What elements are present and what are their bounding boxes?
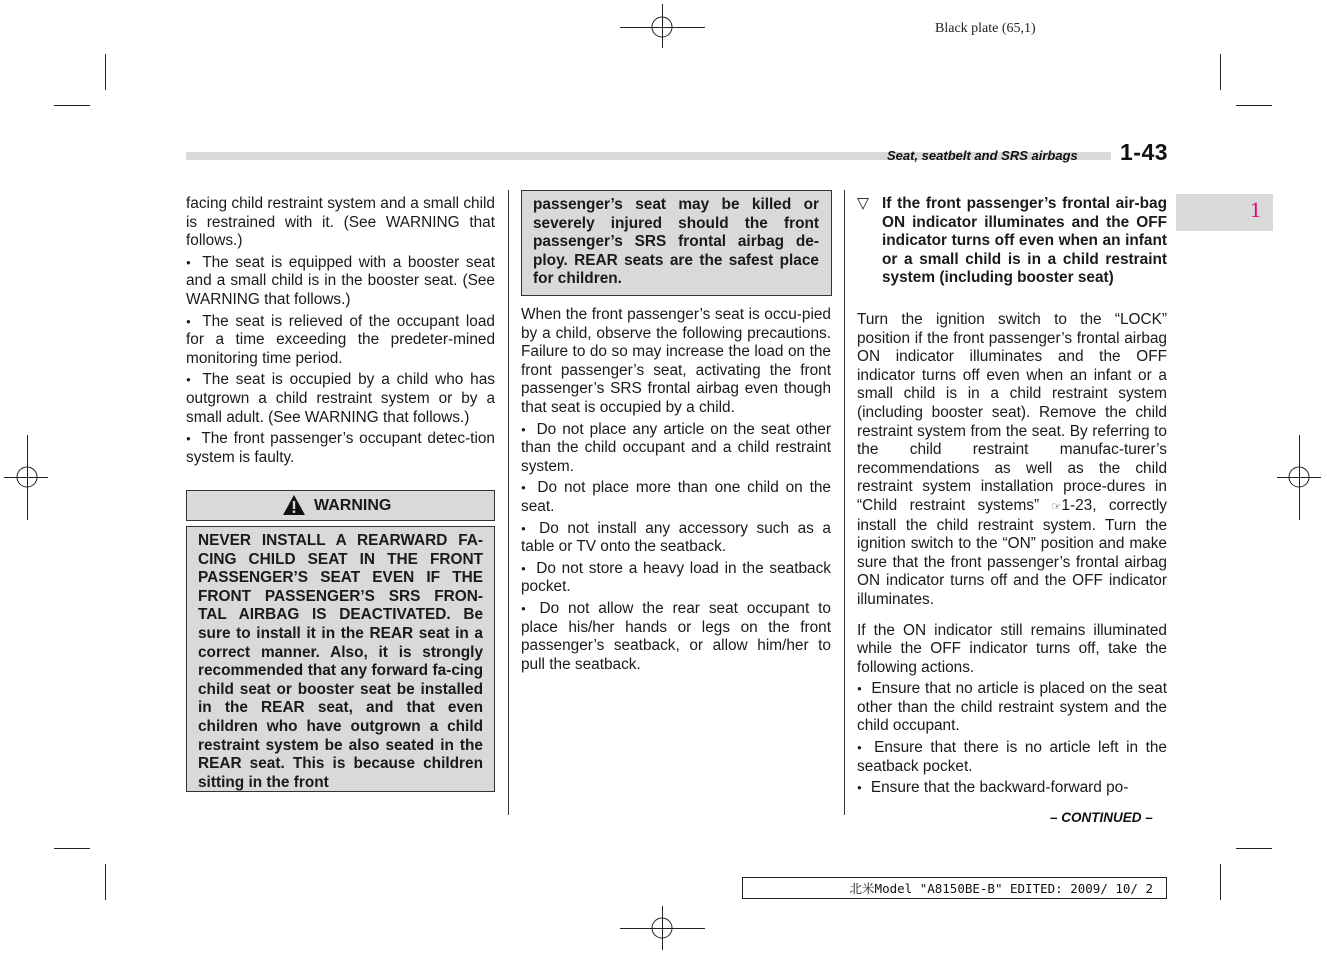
warning-label: WARNING (314, 497, 392, 514)
list-item: ● The front passenger’s occupant detec-tion system is faulty. (186, 430, 495, 467)
list-item: ● Ensure that no article is placed on the seat other than the child restraint system and the child occupant. (857, 680, 1167, 736)
list-item: ● Do not install any accessory such as a table or TV onto the seatback. (521, 520, 831, 557)
list-item: ● Ensure that the backward-forward po- (857, 779, 1167, 798)
column-divider (508, 190, 509, 815)
column-divider (844, 190, 845, 815)
paragraph-text: Turn the ignition switch to the “LOCK” position if the front passenger’s frontal airbag ON indicator illuminates and the OFF indicator turns off even when an infant or a small child is in a child restraint system (including booster seat). Remove the child restraint system from the seat. By referring to the child restraint manufac-turer’s recommendations as well as the child restraint system installation proce-dures in “Child restraint systems” (857, 311, 1167, 514)
list-item: ● The seat is equipped with a booster seat and a small child is in the booster seat. (See WARNING that follows.) (186, 254, 495, 310)
column-3 (857, 311, 1167, 801)
warning-box-continued (521, 190, 832, 296)
list-item: ● Do not place more than one child on the seat. (521, 479, 831, 516)
paragraph: facing child restraint system and a small child is restrained with it. (See WARNING that follows.) (186, 195, 495, 250)
column-2 (521, 306, 831, 677)
list-item: ● The seat is relieved of the occupant load for a time exceeding the predeter-mined monitoring time period. (186, 313, 495, 369)
paragraph: If the ON indicator still remains illuminated while the OFF indicator turns off, take the following actions. (857, 621, 1167, 676)
list-item: ● Ensure that there is no article left in the seatback pocket. (857, 739, 1167, 776)
list-item: ● The seat is occupied by a child who has outgrown a child restraint system or by a small adult. (See WARNING that follows.) (186, 371, 495, 427)
triangle-marker-icon: ▽ (857, 195, 869, 212)
registration-mark-icon (1288, 466, 1310, 488)
chapter-number: 1 (1250, 197, 1261, 222)
registration-mark-icon (651, 16, 673, 38)
page-reference[interactable]: 1-23 (1061, 496, 1093, 514)
warning-triangle-icon (282, 494, 306, 516)
page-number: 1-43 (1120, 139, 1169, 165)
list-item: ● Do not place any article on the seat other than the child occupant and a child restraint system. (521, 421, 831, 477)
footer-text: 北米Model "A8150BE-B" EDITED: 2009/ 10/ 2 (849, 881, 1153, 896)
paragraph: When the front passenger’s seat is occu-pied by a child, observe the following precautions. Failure to do so may increase the load on the front passenger’s seat, activating the front passenger’s SRS frontal airbag even though that seat is occupied by a child. (521, 306, 831, 416)
warning-text: passenger’s seat may be killed or severely injured should the front passenger’s SRS frontal airbag de-ploy. REAR seats are the safest place for children. (533, 196, 819, 288)
warning-text: NEVER INSTALL A REARWARD FA-CING CHILD SEAT IN THE FRONT PASSENGER’S SEAT EVEN IF THE FRONT PASSENGER’S SRS FRON-TAL AIRBAG IS DEACTIVATED. Be sure to install it in the REAR seat in a correct manner. Also, it is strongly recommended that any forward fa-cing child seat or booster seat be installed in the REAR seat, and that even children who have outgrown a child restraint system be also seated in the REAR seat. This is because children sitting in the front (198, 532, 483, 791)
registration-mark-icon (651, 917, 673, 939)
continued-label: – CONTINUED – (1050, 810, 1153, 825)
page-reference-icon: ☞ (1051, 500, 1062, 513)
subsection-heading-text: If the front passenger’s frontal air-bag ON indicator illuminates and the OFF indicator turns off even when an infant or a small child is in a child restraint system (including booster seat) (882, 195, 1167, 287)
footer-box (742, 877, 1167, 899)
paragraph-text: , correctly install the child restraint system. Turn the ignition switch to the “ON” position and make sure that the front passenger’s frontal airbag ON indicator turns off and the OFF indicator illuminates. (857, 496, 1168, 608)
warning-box (186, 526, 495, 792)
paragraph (857, 311, 1167, 610)
column-1 (186, 195, 495, 470)
chapter-tab (1176, 194, 1273, 231)
registration-mark-icon (16, 466, 38, 488)
section-title: Seat, seatbelt and SRS airbags (887, 148, 1078, 163)
plate-label: Black plate (65,1) (935, 21, 1036, 36)
subsection-heading (857, 195, 1167, 288)
warning-header (186, 490, 495, 521)
list-item: ● Do not store a heavy load in the seatback pocket. (521, 560, 831, 597)
list-item: ● Do not allow the rear seat occupant to place his/her hands or legs on the front passenger’s seatback, or allow him/her to pull the seatback. (521, 600, 831, 674)
